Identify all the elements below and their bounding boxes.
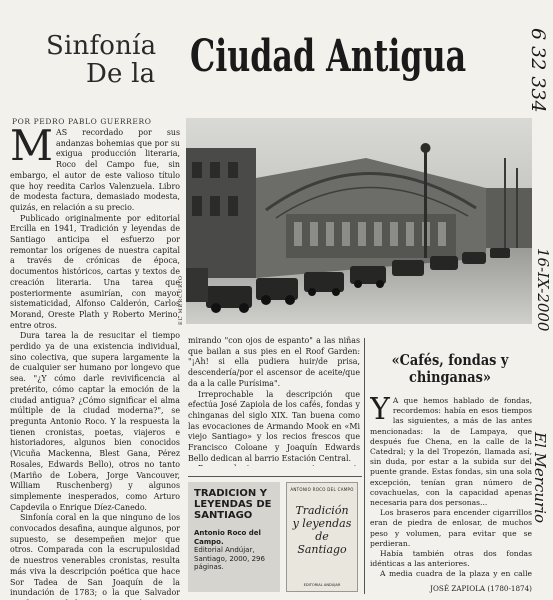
title-line-1: Sinfonía bbox=[46, 31, 157, 61]
photo-credit: EL MERCURIO bbox=[178, 275, 184, 325]
byline: POR PEDRO PABLO GUERRERO bbox=[12, 117, 152, 126]
book-cover-title: Tradición y leyendas de Santiago bbox=[292, 504, 352, 556]
handwritten-date: 16-IX-2000 bbox=[534, 248, 552, 332]
paragraph: Publicado originalmente por editorial Ercilla en 1941, Tradición y leyendas de Santiago anticipa el esfuerzo por remontar los orígenes de nuestra capital a través de crónicas de época, documentos históricos, cartas y textos de creación literaria. Una tarea que posteriormente asumirían, con mayor sistematicidad, Alfonso Calderón, Carlos Morand, Oreste Plath y Roberto Merino, entre otros. bbox=[10, 213, 180, 330]
sidebar-signature: JOSÉ ZAPIOLA (1780-1874) bbox=[430, 584, 532, 593]
box-divider bbox=[188, 476, 362, 477]
paragraph bbox=[188, 464, 360, 466]
sidebar-title: «Cafés, fondas y chinganas» bbox=[391, 351, 509, 386]
paragraph: MAS recordado por sus andanzas bohemias que por su exigua producción literaria, Roco del Campo fue, sin embargo, el autor de este valioso título que hoy reedita Carlos Valenzuela. Libro de modesta factura, demasiado modesta, quizás, en relación a su precio. bbox=[10, 128, 180, 212]
book-author: Antonio Roco del Campo. bbox=[194, 529, 261, 546]
book-cover bbox=[286, 482, 358, 592]
street-photo-illustration bbox=[186, 118, 532, 324]
paragraph: Y A que hemos hablado de fondas, recordemos: había en esos tiempos las siguientes, a más de las antes mencionadas: la de Lampaya, que después fue Chena, en la calle de la Catedral; y la del Tropezón, llamada así, sin duda, por estar a la subida sur del puente grande. Estas fondas, sin una sola excepción, tenían gran número de covachuelas, con la capacidad apenas necesaria para dos personas... bbox=[370, 396, 532, 508]
handwritten-number: 6 32 334 bbox=[527, 28, 549, 113]
book-details: Editorial Andújar, Santiago, 2000, 296 páginas. bbox=[194, 546, 265, 571]
paragraph: A media cuadra de la plaza y en calle bbox=[380, 569, 532, 579]
paragraph: Sinfonía coral en la que ninguno de los convocados desafina, aunque algunos, por supuesto, se desempeñen mejor que otros. Comparada con la escrupulosidad de nuestros venerables cronistas, resulta más viva la descripción poética que hace Sor Tadea de San Joaquín de la inundación de 1783; o la que Salvador bbox=[10, 513, 180, 598]
article-left-column bbox=[10, 128, 180, 600]
book-box-title: TRADICION Y LEYENDAS DE SANTIAGO bbox=[194, 488, 272, 521]
paragraph: Los braseros para encender cigarrillos eran de piedra de enlosar, de muchos peso y volumen, para evitar que se perdieran. bbox=[370, 508, 532, 548]
handwritten-paper: El Mercurio bbox=[531, 432, 549, 523]
title-main: Ciudad Antigua bbox=[190, 31, 467, 82]
paragraph: Irreprochable la descripción que efectúa José Zapiola de los cafés, fondas y chinganas del siglo XIX. Tan buena como las evocaciones de Armando Mook en «Mi viejo Santiago» y los recios frescos que Francisco Coloane y Joaquín Edwards Bello dedican al barrio Estación Central. bbox=[188, 389, 360, 463]
book-cover-publisher: ANTONIO ROCO DEL CAMPO bbox=[290, 487, 354, 492]
paragraph: Había también otras dos fondas idénticas a las anteriores. bbox=[370, 549, 532, 569]
sidebar-dropcap: Y bbox=[370, 396, 390, 427]
paragraph: mirando "con ojos de espanto" a las niñas que bailan a sus pies en el Roof Garden: "¡Ah! si ella pudiera huir/de prisa, descendería/por el ascensor de aceite/que da a la calle Purísima". bbox=[188, 336, 360, 388]
book-info-box bbox=[188, 482, 280, 592]
paragraph: Dura tarea la de resucitar el tiempo perdido ya de una existencia individual, sino colectiva, que supera largamente la de cualquier ser humano por longevo que sea. "¿Y cómo darle revivificencia al pretérito, cómo captar la emoción de la ciudad antigua? ¿Cómo significar el alma múltiple de la ciudad moderna?", se pregunta Antonio Roco. Y la respuesta la tienen cronistas, poetas, viajeros e historiadores, algunos bien conocidos (Vicuña Mackenna, Blest Gana, Pérez Rosales, Edwards Bello), otros no tanto (Mariño de Lobera, Jorge Vancouver, William Ruschenberg) y algunos simplemente inesperados, como Arturo Capdevila o Enrique Díez-Canedo. bbox=[10, 331, 180, 512]
dropcap: M bbox=[10, 128, 54, 170]
sidebar-text bbox=[370, 396, 532, 580]
sidebar-divider bbox=[364, 338, 365, 594]
book-cover-footer: EDITORIAL ANDÚJAR bbox=[303, 583, 341, 587]
article-middle-column bbox=[188, 336, 360, 466]
street-photo bbox=[186, 118, 532, 324]
title-line-2: De la bbox=[86, 59, 156, 89]
